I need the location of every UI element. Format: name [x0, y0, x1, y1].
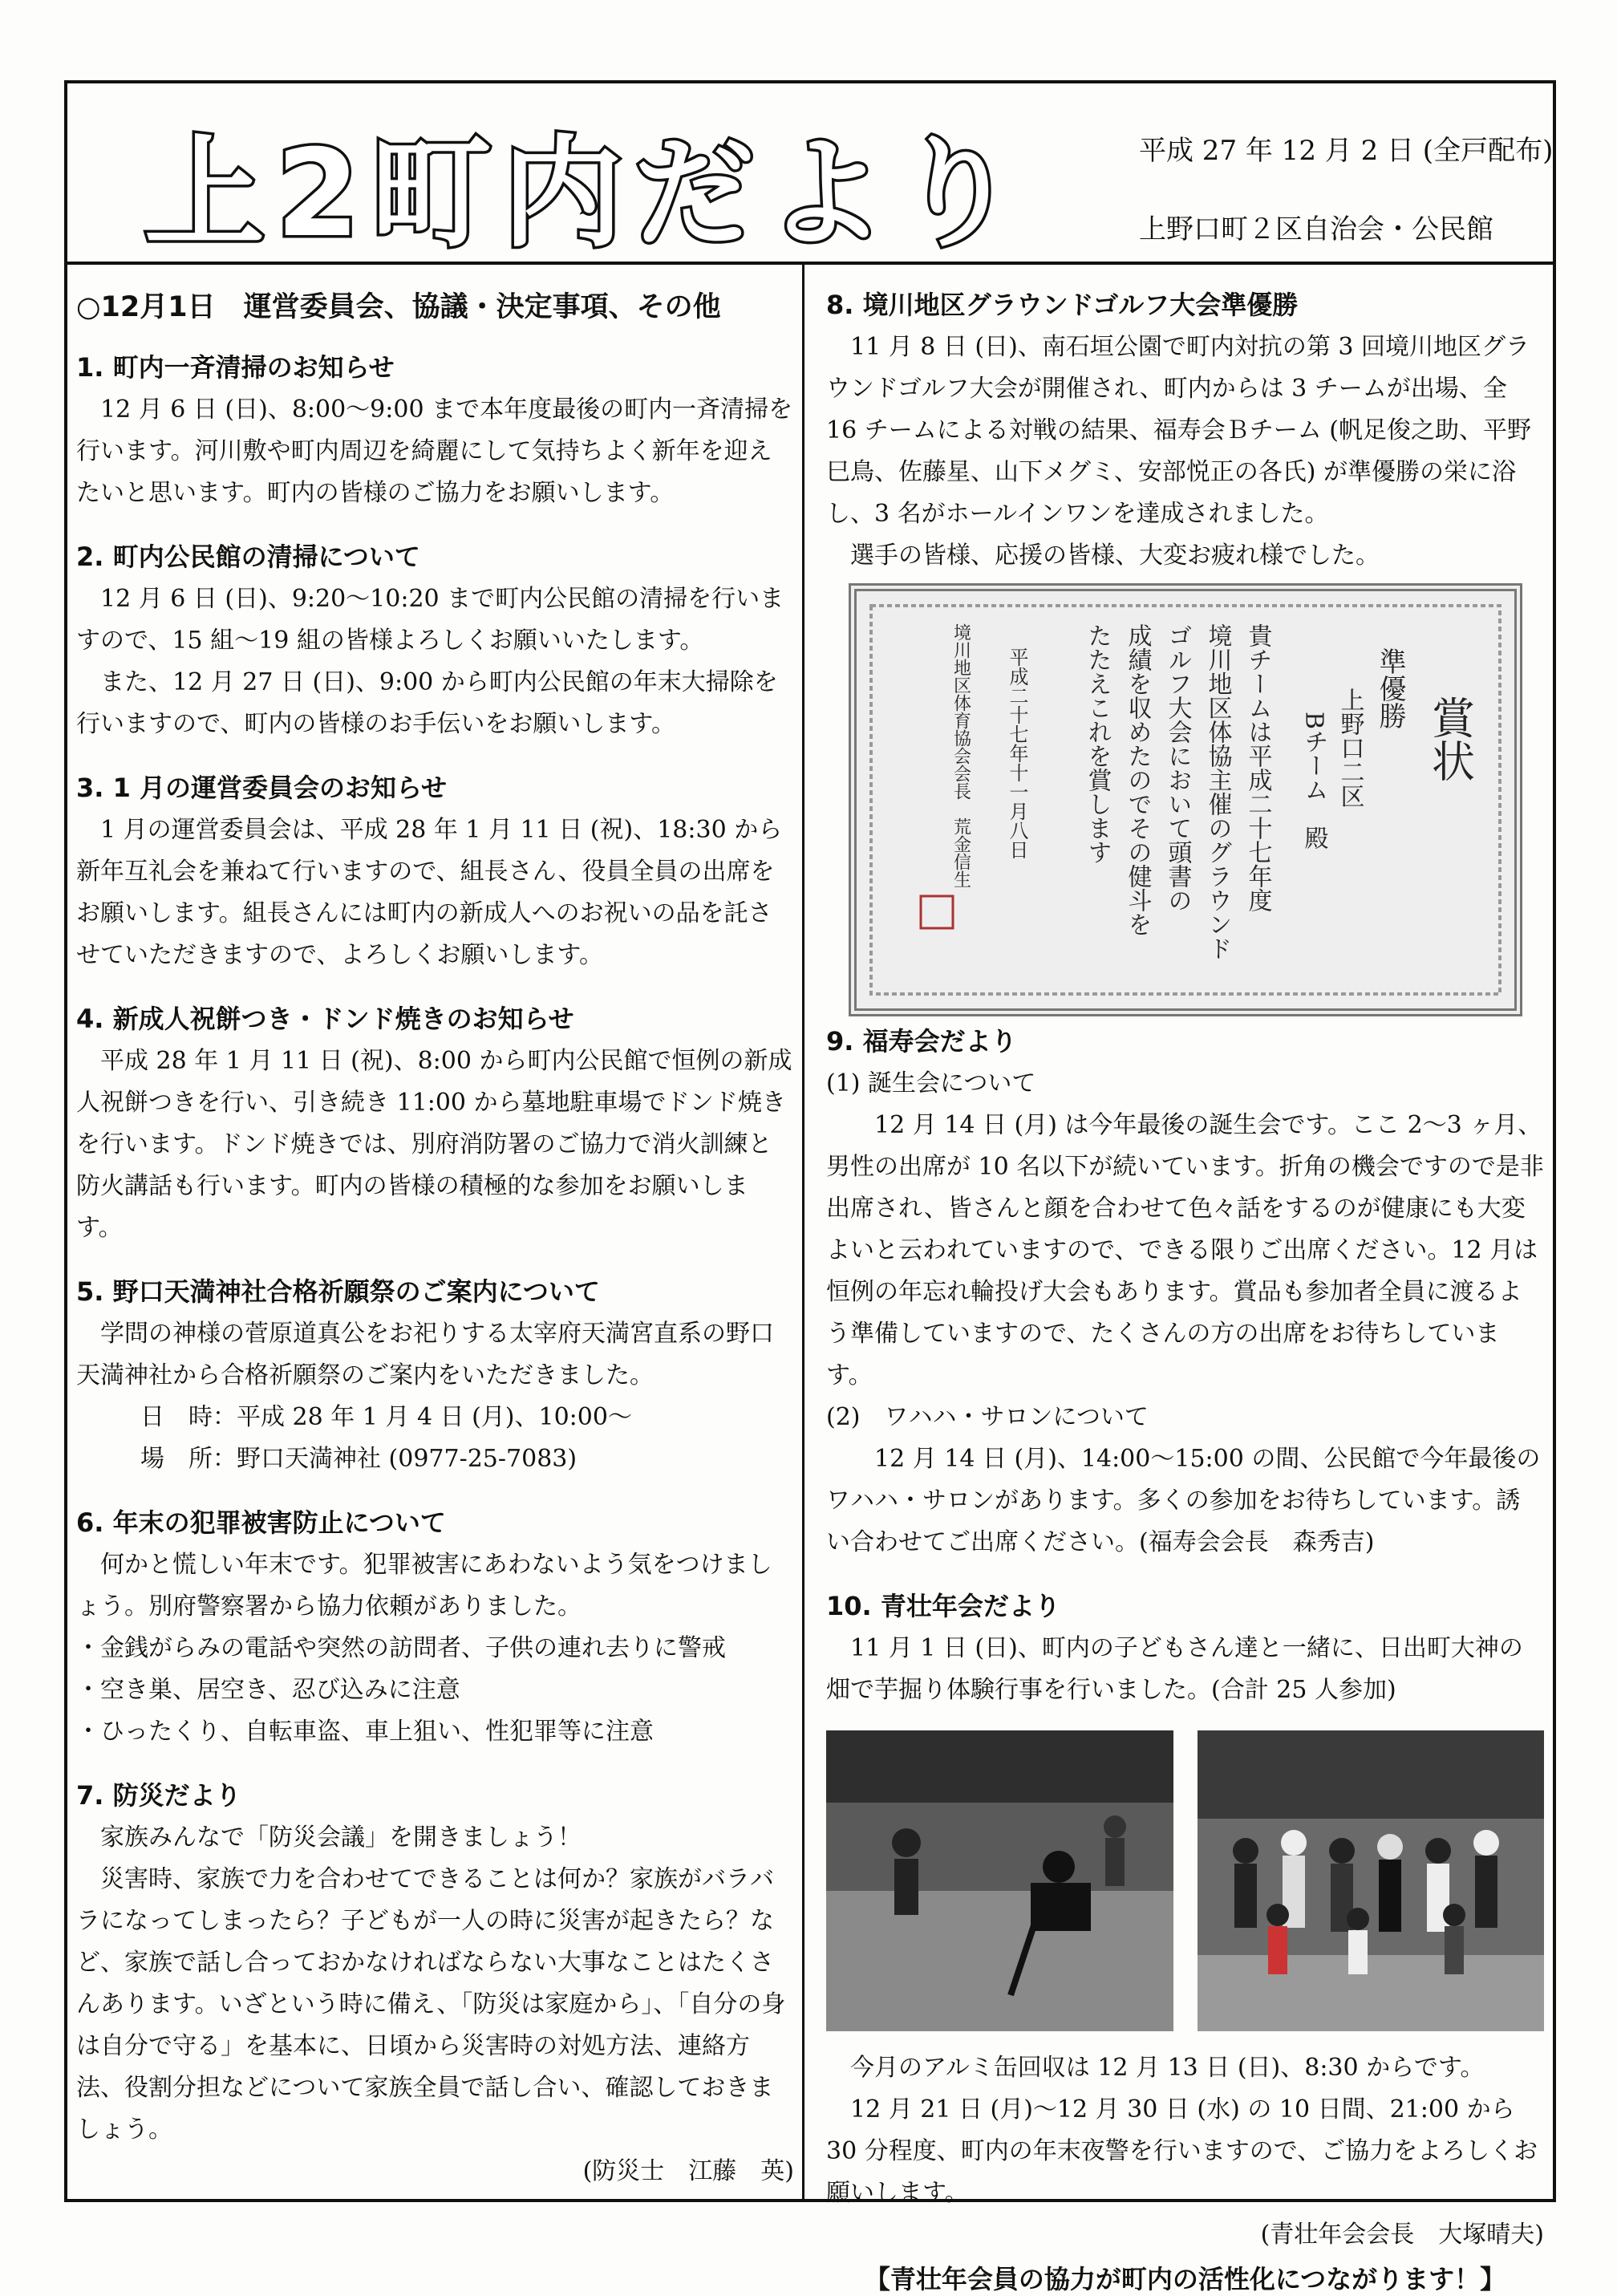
- section-body: 11 月 1 日 (日)、町内の子どもさん達と一緒に、日出町大神の畑で芋掘り体験行事を行いました。(合計 25 人参加): [826, 1634, 1523, 1704]
- section-hall-cleaning: [76, 537, 794, 745]
- right-column: [826, 285, 1544, 2296]
- cert-line: ゴルフ大会において頭書の: [1163, 623, 1191, 912]
- bullet-item: ・空き巣、居空き、忍び込みに注意: [76, 1676, 460, 1704]
- event-photos: [826, 1730, 1544, 2031]
- cert-rank: 準優勝: [1373, 647, 1406, 729]
- subsection-title: (1) 誕生会について: [826, 1069, 1036, 1097]
- section-title: 8. 境川地区グラウンドゴルフ大会準優勝: [826, 290, 1299, 320]
- bullet-item: ・ひったくり、自転車盗、車上狙い、性犯罪等に注意: [76, 1718, 654, 1746]
- section-title: 2. 町内公民館の清掃について: [76, 542, 420, 572]
- section-cleanup: [76, 347, 794, 514]
- cert-line: 成績を収めたのでその健斗を: [1123, 623, 1151, 936]
- section-body: 12 月 14 日 (月) は今年最後の誕生会です。ここ 2〜3 ヶ月、男性の出席が 10 名以下が続いています。折角の機会ですので是非出席され、皆さんと顔を合わせて色々話をするのが健康にも大変よいと云われていますので、できる限りご出席ください。12 月は恒例の年忘れ輪投げ大会もあります。賞品も参加者全員に渡るよう準備していますので、たくさんの方の出席をお待ちしています。: [826, 1111, 1544, 1389]
- section-mochitsuki: [76, 999, 794, 1249]
- cert-issuer: 境川地区体育協会会長 荒金信生: [950, 623, 971, 888]
- section-title: 4. 新成人祝餅つき・ドンド焼きのお知らせ: [76, 1004, 574, 1034]
- certificate-image: [857, 591, 1514, 1008]
- section-youth-club: [826, 1586, 1544, 1711]
- section-ground-golf: [826, 285, 1544, 577]
- cert-date: 平成二十七年十一月八日: [1005, 647, 1028, 859]
- author-signature: (青壮年会会長 大塚晴夫): [1260, 2221, 1544, 2249]
- section-title: 1. 町内一斉清掃のお知らせ: [76, 352, 395, 383]
- left-column: [76, 285, 794, 2193]
- issue-date: 平成 27 年 12 月 2 日 (全戸配布): [1139, 135, 1554, 167]
- photo-digging: [826, 1730, 1173, 2031]
- cert-line: 境川地区体協主催のグラウンド: [1203, 623, 1231, 960]
- section-title: 7. 防災だより: [76, 1780, 241, 1811]
- award-certificate-photo: [849, 583, 1522, 1016]
- section-body: 1 月の運営委員会は、平成 28 年 1 月 11 日 (祝)、18:30 から新年互礼会を兼ねて行いますので、組長さん、役員全員の出席をお願いします。組長さんには町内の新成人へのお祝いの品を託させていただきますので、よろしくお願いします。: [76, 816, 783, 969]
- closing-notices: [826, 2047, 1544, 2296]
- section-senior-club: [826, 1021, 1544, 1564]
- seal-stamp: [921, 896, 953, 928]
- closing-slogan: 【青壮年会員の協力が町内の活性化につながります！】: [864, 2264, 1506, 2294]
- section-title: 10. 青壮年会だより: [826, 1591, 1060, 1621]
- night-patrol-notice: 12 月 21 日 (月)〜12 月 30 日 (水) の 10 日間、21:00 から 30 分程度、町内の年末夜警を行いますので、ご協力をよろしくお願いします。: [826, 2095, 1538, 2207]
- section-body: また、12 月 27 日 (日)、9:00 から町内公民館の年末大掃除を行いますので、町内の皆様のお手伝いをお願いします。: [76, 668, 778, 738]
- section-body: 何かと慌しい年末です。犯罪被害にあわないよう気をつけましょう。別府警察署から協力依頼がありました。: [76, 1551, 772, 1621]
- cert-team: Bチーム 殿: [1299, 712, 1327, 850]
- section-body: 12 月 6 日 (日)、9:20〜10:20 まで町内公民館の清掃を行いますので、15 組〜19 組の皆様よろしくお願いいたします。: [76, 585, 784, 655]
- section-shrine: [76, 1272, 794, 1480]
- section-title: 5. 野口天満神社合格祈願祭のご案内について: [76, 1276, 600, 1307]
- section-body: 選手の皆様、応援の皆様、大変お疲れ様でした。: [850, 542, 1380, 570]
- cert-line: たたえこれを賞します: [1083, 623, 1111, 864]
- bullet-item: ・金銭がらみの電話や突然の訪問者、子供の連れ去りに警戒: [76, 1634, 726, 1662]
- section-body: 12 月 6 日 (日)、8:00〜9:00 まで本年度最後の町内一斉清掃を行います。河川敷や町内周辺を綺麗にして気持ちよく新年を迎えたいと思います。町内の皆様のご協力をお願いします。: [76, 396, 793, 507]
- event-time: 日 時：平成 28 年 1 月 4 日 (月)、10:00〜: [140, 1403, 632, 1431]
- photo-group-image: [1198, 1730, 1545, 2031]
- section-body: 11 月 8 日 (日)、南石垣公園で町内対抗の第 3 回境川地区グラウンドゴルフ大会が開催され、町内からは 3 チームが出場、全 16 チームによる対戦の結果、福寿会Ｂチーム (帆足俊之助、平野巳鳥、佐藤星、山下メグミ、安部悦正の各氏) が準優勝の栄に浴し、3 名がホールインワンを達成されました。: [826, 333, 1531, 528]
- masthead: [64, 80, 1556, 265]
- section-title: 3. 1 月の運営委員会のお知らせ: [76, 773, 448, 803]
- event-place: 場 所：野口天満神社 (0977-25-7083): [140, 1445, 578, 1473]
- cert-heading: 賞状: [1424, 696, 1475, 782]
- section-body: 12 月 14 日 (月)、14:00〜15:00 の間、公民館で今年最後のワハハ・サロンがあります。多くの参加をお待ちしています。誘い合わせてご出席ください。(福寿会会長 森秀吉): [826, 1445, 1541, 1556]
- cert-line: 貴チームは平成二十七年度: [1243, 623, 1271, 912]
- newsletter-title: 上2町内だより: [144, 124, 1029, 264]
- section-crime-prevention: [76, 1503, 794, 1753]
- section-body: 平成 28 年 1 月 11 日 (祝)、8:00 から町内公民館で恒例の新成人祝餅つきを行い、引き続き 11:00 から墓地駐車場でドンド焼きを行います。ドンド焼きでは、別府消防署のご協力で消火訓練と防火講話も行います。町内の皆様の積極的な参加をお願いします。: [76, 1047, 792, 1242]
- section-body: 学問の神様の菅原道真公をお祀りする太宰府天満宮直系の野口天満神社から合格祈願祭のご案内をいただきました。: [76, 1320, 774, 1389]
- photo-digging-image: [826, 1730, 1173, 2031]
- publisher: 上野口町２区自治会・公民館: [1139, 213, 1493, 245]
- can-collection-notice: 今月のアルミ缶回収は 12 月 13 日 (日)、8:30 からです。: [850, 2054, 1485, 2082]
- section-lead: 家族みんなで「防災会議」を開きましょう！: [100, 1823, 582, 1852]
- subsection-title: (2) ワハハ・サロンについて: [826, 1403, 1149, 1431]
- author-signature: (防災士 江藤 英): [582, 2157, 794, 2185]
- section-january-meeting: [76, 768, 794, 976]
- column-divider: [802, 265, 804, 2202]
- meeting-headline: ○12月1日 運営委員会、協議・決定事項、その他: [76, 291, 721, 323]
- section-body: 災害時、家族で力を合わせてできることは何か？家族がバラバラになってしまったら？子どもが一人の時に災害が起きたら？など、家族で話し合っておかなければならない大事なことはたくさんあります。いざという時に備え、「防災は家庭から」、「自分の身は自分で守る」を基本に、日頃から災害時の対処方法、連絡方法、役割分担などについて家族全員で話し合い、確認しておきましょう。: [76, 1865, 786, 2144]
- section-title: 9. 福寿会だより: [826, 1026, 1017, 1057]
- section-title: 6. 年末の犯罪被害防止について: [76, 1507, 446, 1538]
- photo-group: [1198, 1730, 1545, 2031]
- section-disaster-prep: [76, 1775, 794, 2193]
- cert-recipient: 上野口二区: [1335, 688, 1364, 808]
